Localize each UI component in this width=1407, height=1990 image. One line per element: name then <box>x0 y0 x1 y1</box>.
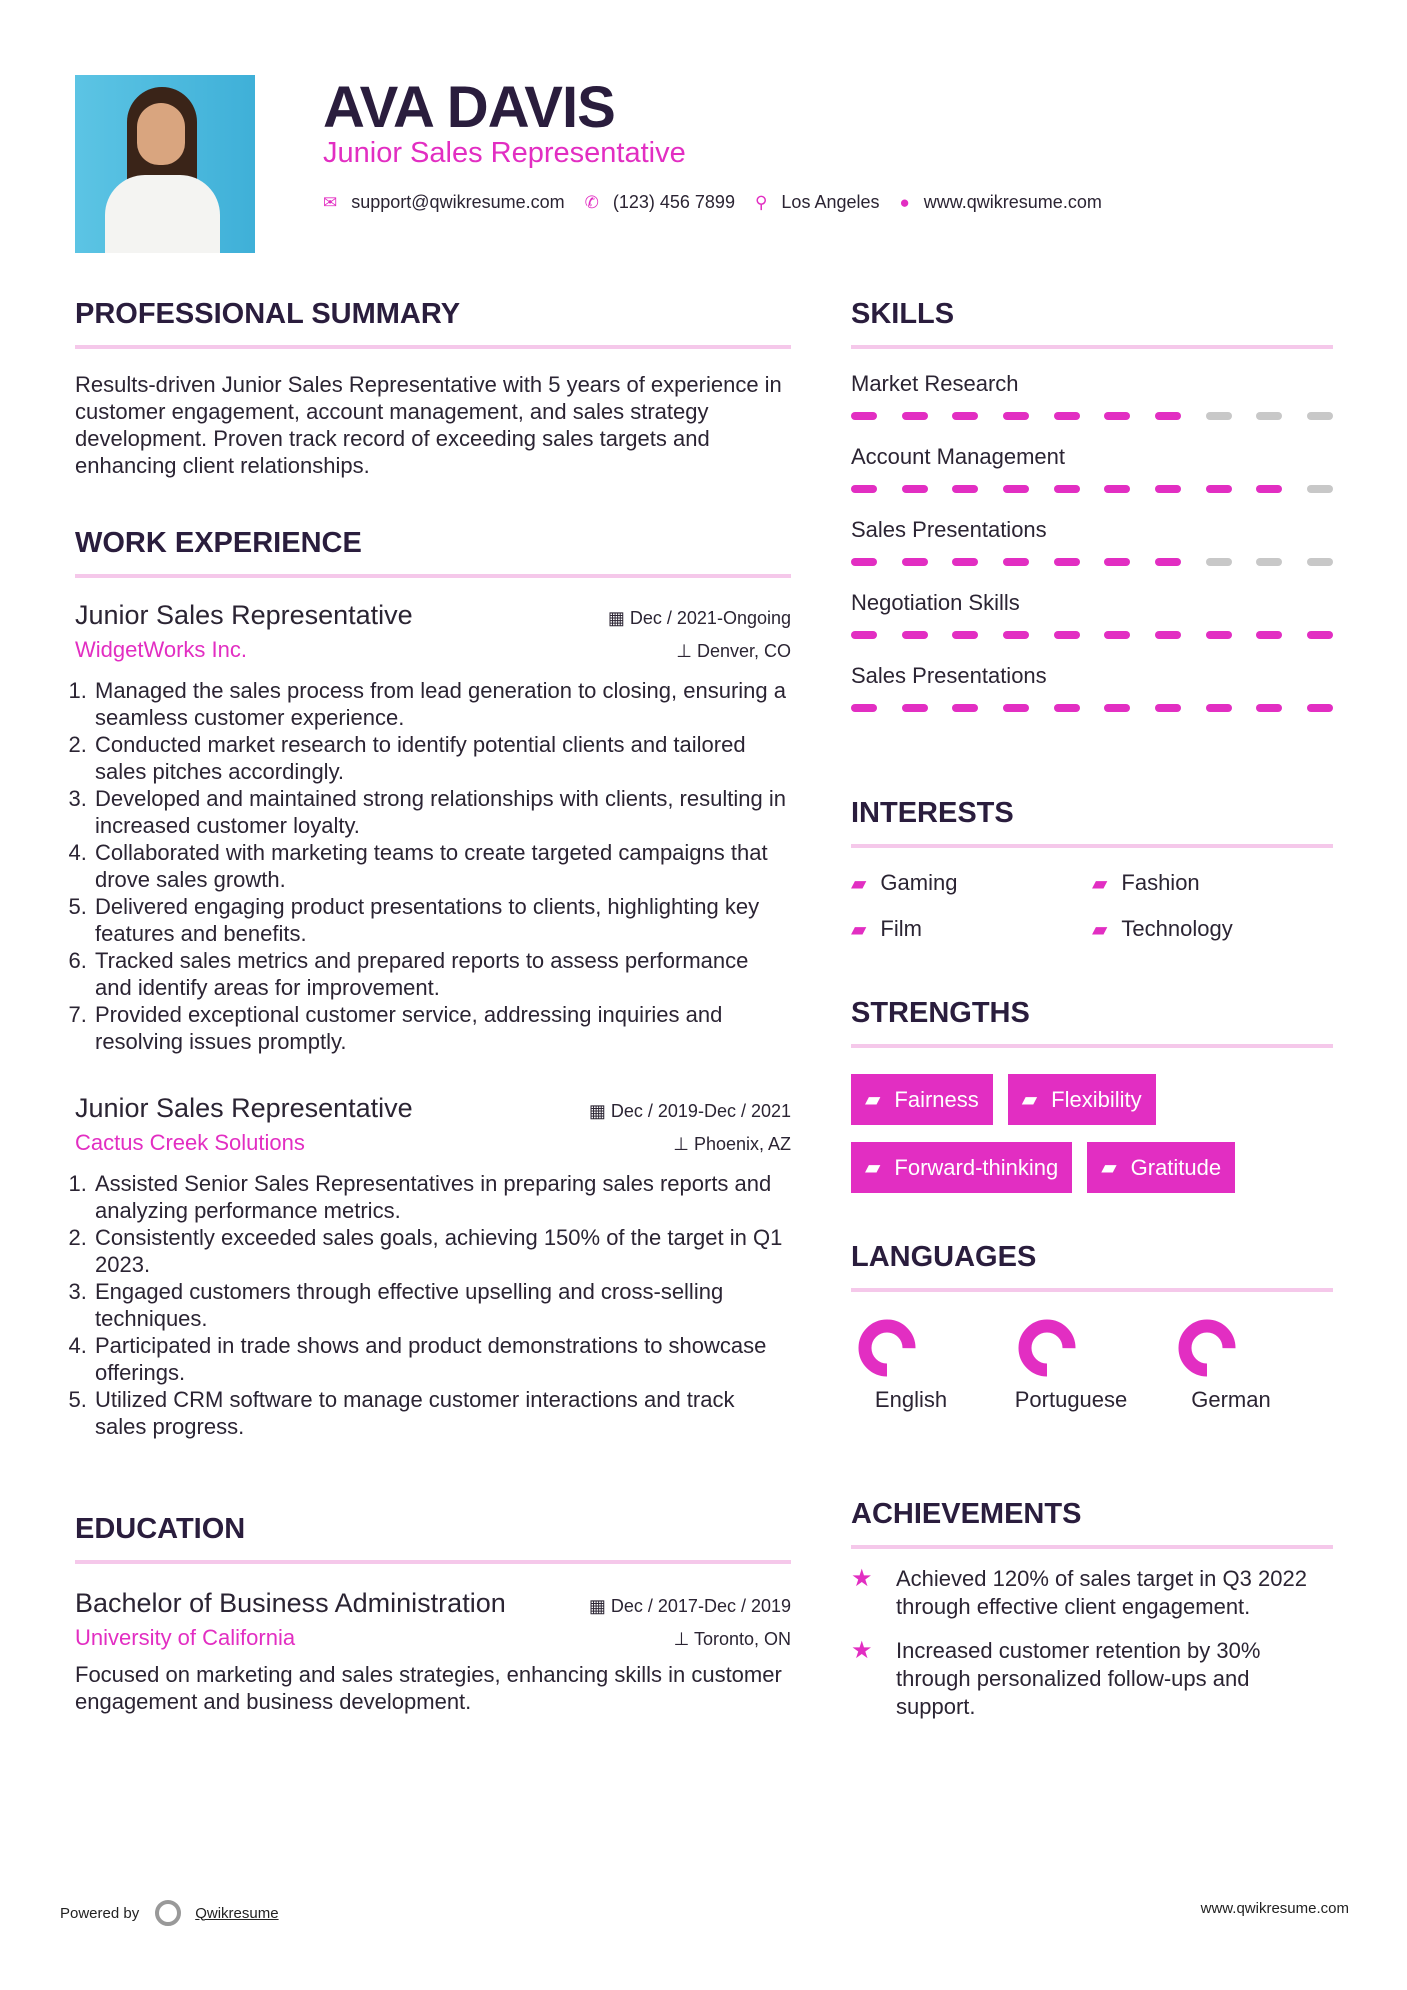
email[interactable]: support@qwikresume.com <box>351 192 565 212</box>
interest-label: Technology <box>1121 916 1233 941</box>
skill-dash <box>1155 631 1181 639</box>
skill-dash <box>952 631 978 639</box>
website[interactable]: www.qwikresume.com <box>923 192 1102 212</box>
skill-dash <box>1003 558 1029 566</box>
skill-dash <box>1104 412 1130 420</box>
skill-label: Negotiation Skills <box>851 590 1020 615</box>
skill-dash <box>1307 631 1333 639</box>
calendar-icon: ▦ <box>607 608 630 628</box>
skill-dash <box>851 631 877 639</box>
skills-section <box>851 298 1333 736</box>
skill-dash <box>851 704 877 712</box>
edu-description: Focused on marketing and sales strategies, enhancing skills in customer engagement and business development. <box>75 1662 782 1714</box>
interest-item <box>1092 870 1333 896</box>
edu-dates: Dec / 2017-Dec / 2019 <box>610 1596 791 1616</box>
job-bullets <box>75 1170 791 1440</box>
strength-label: Forward-thinking <box>894 1154 1059 1180</box>
education-section <box>75 1513 791 1715</box>
skill-dash <box>1003 412 1029 420</box>
bullet: 4. Participated in trade shows and product demonstrations to showcase offerings. <box>93 1332 791 1386</box>
divider <box>75 1560 791 1564</box>
skill-dash <box>902 631 928 639</box>
map-pin-icon: ⚲ <box>754 192 768 212</box>
skill-dash <box>952 558 978 566</box>
skill-dash <box>952 412 978 420</box>
skill-label: Sales Presentations <box>851 663 1047 688</box>
skill-dash <box>1155 485 1181 493</box>
skill-dash <box>902 704 928 712</box>
divider <box>851 345 1333 349</box>
skill-dash <box>1054 631 1080 639</box>
skill-dash <box>1256 631 1282 639</box>
section-heading: STRENGTHS <box>851 997 1030 1029</box>
skill-dash <box>1206 558 1232 566</box>
brand-link[interactable]: Qwikresume <box>195 1904 279 1922</box>
skill-dash <box>1054 412 1080 420</box>
divider <box>851 1288 1333 1292</box>
skill-dash <box>1155 704 1181 712</box>
strengths-section <box>851 997 1333 1193</box>
skill-dash <box>1206 631 1232 639</box>
section-heading: EDUCATION <box>75 1513 246 1545</box>
section-heading: WORK EXPERIENCE <box>75 527 362 559</box>
skill-dash <box>1155 558 1181 566</box>
qwikresume-logo-icon <box>155 1900 181 1926</box>
pushpin-icon: ⊥ <box>676 641 697 661</box>
skill-dash <box>1256 412 1282 420</box>
languages-section <box>851 1241 1333 1413</box>
job-location: Denver, CO <box>696 641 791 661</box>
skill-item <box>851 517 1333 566</box>
book-icon: ▰ <box>851 872 867 895</box>
section-heading: SKILLS <box>851 298 955 330</box>
powered-by-label: Powered by <box>60 1904 140 1922</box>
book-icon: ▰ <box>1092 918 1108 941</box>
skill-dash <box>1104 704 1130 712</box>
language-item <box>1171 1318 1331 1413</box>
interest-item <box>851 870 1092 896</box>
phone: (123) 456 7899 <box>612 192 735 212</box>
bullet: 3. Developed and maintained strong relationships with clients, resulting in increased customer loyalty. <box>93 785 791 839</box>
skill-label: Market Research <box>851 371 1019 396</box>
bullet: 5. Delivered engaging product presentations to clients, highlighting key features and benefits. <box>93 893 791 947</box>
skill-dash <box>1003 704 1029 712</box>
calendar-icon: ▦ <box>588 1596 611 1616</box>
bullet: 3. Engaged customers through effective upselling and cross-selling techniques. <box>93 1278 791 1332</box>
language-level-ring <box>857 1318 917 1378</box>
skill-dash <box>1054 704 1080 712</box>
skill-label: Sales Presentations <box>851 517 1047 542</box>
section-heading: ACHIEVEMENTS <box>851 1498 1082 1530</box>
book-icon: ▰ <box>865 1089 881 1111</box>
footer-website[interactable]: www.qwikresume.com <box>1200 1900 1349 1917</box>
skill-dash <box>1256 485 1282 493</box>
phone-icon: ✆ <box>584 192 599 212</box>
envelope-icon: ✉ <box>323 192 338 212</box>
divider <box>851 1044 1333 1048</box>
interest-label: Fashion <box>1121 870 1200 895</box>
skill-dash <box>1307 412 1333 420</box>
section-heading: LANGUAGES <box>851 1241 1037 1273</box>
bullet: 7. Provided exceptional customer service, addressing inquiries and resolving issues promptly. <box>93 1001 791 1055</box>
strength-tag <box>1087 1142 1235 1193</box>
job-title: Junior Sales Representative <box>75 1093 413 1123</box>
skill-level-bar <box>851 558 1333 566</box>
skill-dash <box>1003 631 1029 639</box>
degree: Bachelor of Business Administration <box>75 1588 506 1618</box>
profile-photo <box>75 75 255 253</box>
skill-dash <box>1307 704 1333 712</box>
skill-item <box>851 663 1333 712</box>
star-icon: ★ <box>851 1637 873 1664</box>
book-icon: ▰ <box>1101 1157 1117 1179</box>
skill-dash <box>902 412 928 420</box>
job-dates: Dec / 2019-Dec / 2021 <box>610 1101 791 1121</box>
skill-item <box>851 371 1333 420</box>
book-icon: ▰ <box>1092 872 1108 895</box>
skill-dash <box>1256 704 1282 712</box>
language-label: Portuguese <box>1014 1387 1128 1412</box>
achievement-text: Increased customer retention by 30% through personalized follow-ups and support. <box>896 1638 1261 1719</box>
language-level-ring <box>1017 1318 1077 1378</box>
pushpin-icon: ⊥ <box>673 1134 694 1154</box>
skill-level-bar <box>851 704 1333 712</box>
skill-dash <box>1307 558 1333 566</box>
job-bullets <box>75 677 791 1055</box>
skill-dash <box>1104 631 1130 639</box>
contact-bar <box>323 192 1122 213</box>
book-icon: ▰ <box>865 1157 881 1179</box>
language-item <box>851 1318 1011 1413</box>
interest-item <box>851 916 1092 942</box>
achievement-item <box>851 1565 1333 1621</box>
achievement-text: Achieved 120% of sales target in Q3 2022 through effective client engagement. <box>896 1566 1307 1619</box>
skill-dash <box>851 485 877 493</box>
strength-label: Flexibility <box>1051 1086 1142 1112</box>
edu-location: Toronto, ON <box>693 1629 791 1649</box>
skill-level-bar <box>851 631 1333 639</box>
bullet: 1. Assisted Senior Sales Representatives in preparing sales reports and analyzing performance metrics. <box>93 1170 791 1224</box>
section-heading: PROFESSIONAL SUMMARY <box>75 298 461 330</box>
skill-dash <box>902 558 928 566</box>
skill-dash <box>1307 485 1333 493</box>
divider <box>851 844 1333 848</box>
strength-tag <box>851 1142 1072 1193</box>
job-dates: Dec / 2021-Ongoing <box>629 608 791 628</box>
job-title: Junior Sales Representative <box>75 600 413 630</box>
interest-label: Gaming <box>880 870 958 895</box>
candidate-title: Junior Sales Representative <box>323 137 686 169</box>
skill-dash <box>902 485 928 493</box>
skill-dash <box>952 704 978 712</box>
strength-label: Fairness <box>894 1086 979 1112</box>
experience-section <box>75 527 791 578</box>
globe-icon: ● <box>899 192 910 212</box>
interests-section <box>851 797 1333 942</box>
skill-dash <box>1104 485 1130 493</box>
divider <box>75 574 791 578</box>
skill-dash <box>1003 485 1029 493</box>
bullet: 5. Utilized CRM software to manage customer interactions and track sales progress. <box>93 1386 791 1440</box>
interest-label: Film <box>880 916 922 941</box>
bullet: 1. Managed the sales process from lead generation to closing, ensuring a seamless customer experience. <box>93 677 791 731</box>
interest-item <box>1092 916 1333 942</box>
job-entry <box>75 600 791 1055</box>
calendar-icon: ▦ <box>588 1101 611 1121</box>
star-icon: ★ <box>851 1565 873 1592</box>
achievements-section <box>851 1498 1333 1721</box>
language-label: English <box>874 1387 948 1412</box>
skill-dash <box>1104 558 1130 566</box>
skill-item <box>851 444 1333 493</box>
company-name: WidgetWorks Inc. <box>75 637 247 662</box>
section-heading: INTERESTS <box>851 797 1014 829</box>
summary-text: Results-driven Junior Sales Representative with 5 years of experience in customer engagement, account management, and sales strategy development. Proven track record of exceeding sales targets and enhancing client relationships. <box>75 372 782 478</box>
divider <box>851 1545 1333 1549</box>
language-label: German <box>1191 1387 1271 1412</box>
divider <box>75 345 791 349</box>
skill-dash <box>1155 412 1181 420</box>
skill-dash <box>1054 558 1080 566</box>
strength-tag <box>1008 1074 1156 1125</box>
skill-dash <box>851 558 877 566</box>
language-level-ring <box>1177 1318 1237 1378</box>
footer-powered <box>60 1900 279 1926</box>
strength-label: Gratitude <box>1130 1154 1222 1180</box>
skill-level-bar <box>851 412 1333 420</box>
skill-dash <box>1054 485 1080 493</box>
company-name: Cactus Creek Solutions <box>75 1130 305 1155</box>
bullet: 2. Consistently exceeded sales goals, achieving 150% of the target in Q1 2023. <box>93 1224 791 1278</box>
book-icon: ▰ <box>851 918 867 941</box>
school-name: University of California <box>75 1625 296 1650</box>
skill-dash <box>952 485 978 493</box>
skill-dash <box>851 412 877 420</box>
book-icon: ▰ <box>1021 1089 1038 1111</box>
summary-section <box>75 298 791 479</box>
skill-dash <box>1256 558 1282 566</box>
strength-tag <box>851 1074 993 1125</box>
location: Los Angeles <box>781 192 880 212</box>
pushpin-icon: ⊥ <box>673 1629 694 1649</box>
bullet: 6. Tracked sales metrics and prepared reports to assess performance and identify areas for improvement. <box>93 947 791 1001</box>
skill-label: Account Management <box>851 444 1066 469</box>
skill-dash <box>1206 485 1232 493</box>
candidate-name: AVA DAVIS <box>323 75 615 140</box>
bullet: 2. Conducted market research to identify potential clients and tailored sales pitches accordingly. <box>93 731 791 785</box>
skill-dash <box>1206 412 1232 420</box>
achievement-item <box>851 1637 1333 1721</box>
skill-level-bar <box>851 485 1333 493</box>
skill-item <box>851 590 1333 639</box>
bullet: 4. Collaborated with marketing teams to create targeted campaigns that drove sales growth. <box>93 839 791 893</box>
skill-dash <box>1206 704 1232 712</box>
language-item <box>1011 1318 1171 1413</box>
job-location: Phoenix, AZ <box>693 1134 791 1154</box>
job-entry <box>75 1093 791 1440</box>
